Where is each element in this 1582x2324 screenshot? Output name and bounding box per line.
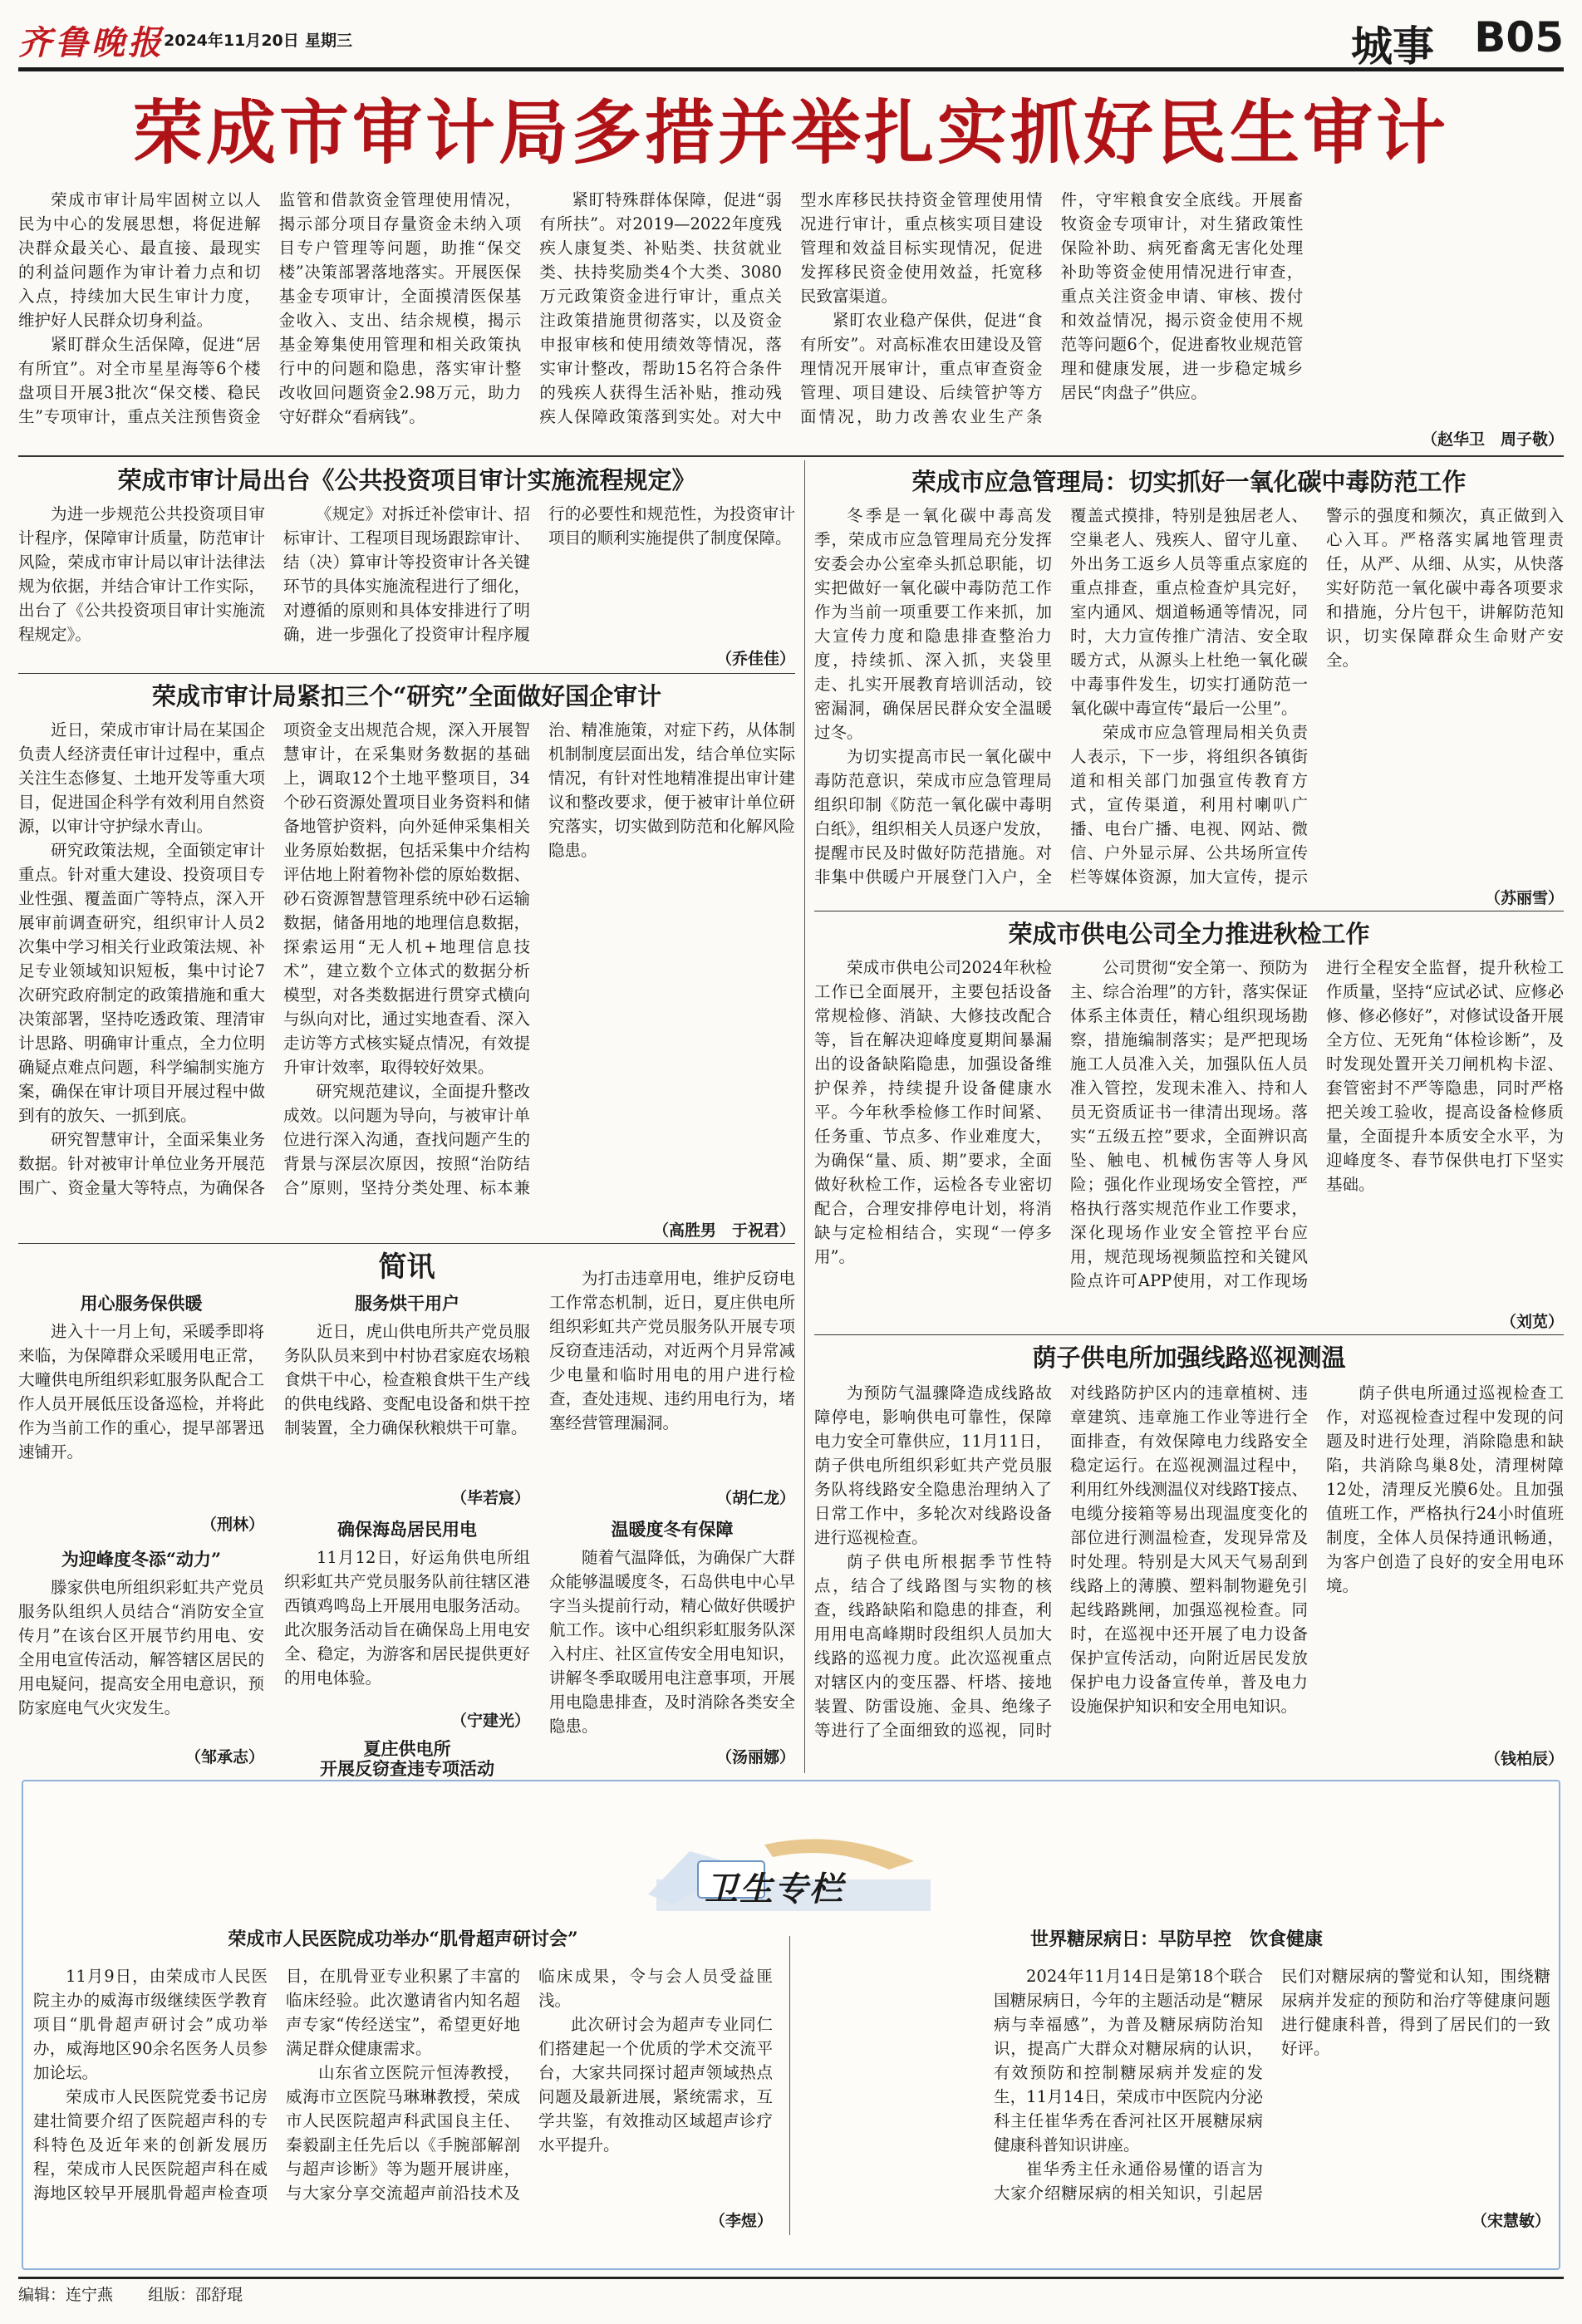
article-body-procedure	[18, 502, 795, 646]
brief-title: 服务烘干用户	[355, 1293, 459, 1314]
brief-title: 夏庄供电所	[363, 1738, 451, 1758]
patrol-paragraph: 为预防气温骤降造成线路故障停电，影响供电可靠性，保障电力安全可靠供应，11月11日，荫子供电所组织彩虹共产党员服务队将线路安全隐患治理纳入了日常工作中，多轮次对线路设备进行巡视检查。	[814, 1383, 1052, 1547]
brief-byline: （邹承志）	[184, 1748, 264, 1766]
power-paragraph: 荣成市供电公司2024年秋检工作已全面展开，主要包括设备常规检修、消缺、大修技改配合等，旨在解决迎峰度夏期间暴漏出的设备缺陷隐患，加强设备维护保养，持续提升设备健康水平。今年秋季检修工作时间紧、任务重、节点多、作业难度大，为确保“量、质、期”要求，全面做好秋检工作，运检各专业密切配合，合理安排停电计划，将消缺与定检相结合，实现“一停多用”。	[814, 958, 1052, 1266]
research-paragraph: 研究政策法规，全面锁定审计重点。针对重大建设、投资项目专业性强、覆盖面广等特点，深入开展审前调查研究，组织审计人员2次集中学习相关行业政策法规、补足专业领域知识短板，集中讨论7次研究政府制定的政策措施和重大决策部署，坚持吃透政策、理清审计思路、明确审计重点，全力位明确疑点难点问题，科学编制实施方案，确保在审计项目开展过程中做到有的放矢、一抓到底。	[18, 841, 265, 1125]
health-right-paragraph: 2024年11月14日是第18个联合国糖尿病日，今年的主题活动是“糖尿病与幸福感”，为普及糖尿病防治知识，提高广大群众对糖尿病的认识，有效预防和控制糖尿病并发症的发生，11月14日，荣成市中医院内分泌科主任崔华秀在香河社区开展糖尿病健康科普知识讲座。	[994, 1967, 1263, 2154]
procedure-byline: （乔佳佳）	[715, 650, 795, 668]
brief-title: 用心服务保供暖	[80, 1293, 203, 1314]
newspaper-logo: 齐鲁晚报	[18, 23, 165, 62]
brief-title: 温暖度冬有保障	[611, 1519, 734, 1540]
issue-weekday: 星期三	[305, 32, 353, 50]
procedure-paragraph: 为进一步规范公共投资项目审计程序，保障审计质量，防范审计风险，荣成市审计局以审计法律法规为依据，并结合审计工作实际，出台了《公共投资项目审计实施流程规定》。	[18, 504, 265, 644]
emergency-paragraph: 冬季是一氧化碳中毒高发季，荣成市应急管理局充分发挥安委会办公室牵头抓总职能，切实把做好一氧化碳中毒防范工作作为当前一项重要工作来抓，加大宣传力度和隐患排查整治力度，持续抓、深入抓，夹袋里走、扎实开展教育培训活动，铰密漏洞，确保居民群众安全温暖过冬。	[814, 506, 1052, 742]
procedure-paragraph: 《规定》对拆迁补偿审计、招标审计、工程项目现场跟踪审计、结（决）算审计等投资审计各关键环节的具体实施流程进行了细化，对遵循的原则和具体安排进行了明确，进一步强化了投资审计程序履行的必要性和规范性，为投资审计项目的顺利实施提供了制度保障。	[283, 504, 795, 644]
footer	[18, 2277, 1564, 2310]
power-paragraph: 公司贯彻“安全第一、预防为主、综合治理”的方针，落实保证体系主体责任，精心组织现场勘察，措施编制落实；是严把现场施工人员准入关，加强队伍人员准入管控，发现未准入、持和人员无资质证书一律清出现场。落实“五级五控”要求，全面辨识高坠、触电、机械伤害等人身风险；强化作业现场安全管控，严格执行落实规范作业工作要求，深化现场作业安全管控平台应用，规范现场视频监控和关键风险点许可APP使用，对工作现场进行全程安全监督，提升秋检工作质量，坚持“应试必试、应修必修、修必修好”，对修试设备开展全方位、无死角“体检诊断”，及时发现处置开关刀闸机构卡涩、套管密封不严等隐患，同时严格把关竣工验收，提高设备检修质量，全面提升本质安全水平，为迎峰度冬、春节保供电打下坚实基础。	[1070, 958, 1564, 1290]
article-title-patrol: 荫子供电所加强线路巡视测温	[1032, 1344, 1346, 1372]
emergency-byline: （苏丽雪）	[1484, 889, 1564, 907]
lead-paragraph: 荣成市审计局牢固树立以人民为中心的发展思想，将促进解决群众最关心、最直接、最现实的利益问题作为审计着力点和切入点，持续加大民生审计力度，维护好人民群众切身利益。	[18, 190, 261, 330]
brief-byline: （胡仁龙）	[715, 1489, 795, 1507]
health-byline-left: （李煜）	[709, 2212, 773, 2230]
research-paragraph: 研究规范建议，全面提升整改成效。以问题为导向，与被审计单位进行深入沟通，查找问题产生的背景与深层次原因，按照“治防结合”原则，坚持分类处理、标本兼治、精准施策，对症下药，从体制机制制度层面出发，结合单位实际情况，有针对性地精准提出审计建议和整改要求，便于被审计单位研究落实，切实做到防范和化解风险隐患。	[283, 720, 795, 1197]
brief-byline: （宁建光）	[450, 1712, 530, 1730]
article-title-emergency: 荣成市应急管理局：切实抓好一氧化碳中毒防范工作	[911, 468, 1467, 496]
section-name: 城事	[1351, 22, 1434, 71]
health-right-paragraph: 崔华秀主任永通俗易懂的语言为大家介绍糖尿病的相关知识，引起居民们对糖尿病的警觉和认知，围绕糖尿病并发症的预防和治疗等健康问题进行健康科普，得到了居民们的一致好评。	[994, 1967, 1550, 2203]
brief-body: 11月12日，好运角供电所组织彩虹共产党员服务队前往辖区港西镇鸡鸣岛上开展用电服务活动。此次服务活动旨在确保岛上用电安全、稳定，为游客和居民提供更好的用电体验。	[284, 1548, 530, 1688]
main-headline: 荣成市审计局多措并举扎实抓好民生审计	[132, 91, 1449, 174]
health-divider	[789, 1936, 790, 2235]
banner-title: 卫生专栏	[705, 1870, 844, 1909]
article-body-research	[18, 718, 795, 1218]
health-column-banner	[640, 1828, 939, 1919]
health-left-paragraph: 山东省立医院亓恒涛教授，威海市立医院马琳琳教授，荣成市人民医院超声科武国良主任、秦毅副主任先后以《手腕部解剖与超声诊断》等为题开展讲座，与大家分享交流超声前沿技术及临床成果，令与会人员受益匪浅。	[286, 1967, 773, 2203]
lead-paragraph: 紧盯群众生活保障，促进“居有所宜”。对全市星星海等6个楼盘项目开展3批次“保交楼、稳民生”专项审计，重点关注预售资金监管和借款资金管理使用情况，揭示部分项目存量资金未纳入项目专户管理等问题，助推“保交楼”决策部署落地落实。开展医保基金专项审计，全面摸清医保基金收入、支出、结余规模，揭示基金筹集使用管理和相关政策执行中的问题和隐患，落实审计整改收回问题资金2.98万元，助力守好群众“看病钱”。	[18, 190, 522, 426]
article-body-patrol	[814, 1381, 1564, 1747]
health-left-paragraph: 11月9日，由荣成市人民医院主办的威海市级继续医学教育项目“肌骨超声研讨会”成功举办，威海地区90余名医务人员参加论坛。	[33, 1967, 268, 2082]
designer-credit: 组版：邵舒琨	[148, 2286, 243, 2304]
lead-paragraph: 紧盯特殊群体保障，促进“弱有所扶”。对2019—2022年度残疾人康复类、补贴类、扶贫就业类、扶持奖励类4个大类、3080万元政策资金进行审计，重点关注政策措施贯彻落实，以及资金申报审核和使用绩效等情况，落实审计整改，帮助15名符合条件的残疾人获得生活补贴，推动残疾人保障政策落到实处。对大中型水库移民扶持资金管理使用情况进行审计，重点核实项目建设管理和效益目标实现情况，促进发挥移民资金使用效益，托宽移民致富渠道。	[539, 190, 1043, 426]
patrol-paragraph: 荫子供电所通过巡视检查工作，对巡视检查过程中发现的问题及时进行处理，消除隐患和缺陷，共消除鸟巢8处，清理树障12处，清理反光膜6处。且加强值班工作，严格执行24小时值班制度，全体人员保持通讯畅通，为客户创造了良好的安全用电环境。	[1326, 1383, 1564, 1595]
briefs-heading: 简讯	[378, 1250, 435, 1284]
brief-title: 确保海岛居民用电	[337, 1519, 477, 1540]
brief-body: 为打击违章用电，维护反窃电工作常态机制，近日，夏庄供电所组织彩虹共产党员服务队开展专项反窃查违活动，对近两个月异常减少电量和临时用电的用户进行检查，查处违规、违约用电行为，堵塞经营管理漏洞。	[549, 1269, 795, 1432]
health-left-paragraph: 荣成市人民医院党委书记房建壮简要介绍了医院超声科的专科特色及近年来的创新发展历程，荣成市人民医院超声科在威海地区较早开展肌骨超声检查项目，在肌骨亚专业积累了丰富的临床经验。此次邀请省内知名超声专家“传经送宝”，希望更好地满足群众健康需求。	[33, 1967, 520, 2203]
issue-date: 2024年11月20日	[164, 32, 299, 50]
divider	[18, 673, 795, 674]
page-number: B05	[1474, 13, 1564, 61]
health-left-paragraph: 此次研讨会为超声专业同仁们搭建起一个优质的学术交流平台，大家共同探讨超声领域热点问题及最新进展，紧统需求，互学共鉴，有效推动区域超声诊疗水平提升。	[538, 2015, 773, 2154]
health-body-left	[33, 1964, 773, 2205]
emergency-paragraph: 荣成市应急管理局相关负责人表示，下一步，将组织各镇街道和相关部门加强宣传教育方式，宣传渠道，利用村喇叭广播、电台广播、电视、网站、微信、户外显示屏、公共场所宣传栏等媒体资源，加大宣传，提示警示的强度和频次，真正做到入心入耳。严格落实属地管理责任，从严、从细、从实，从快落实好防范一氧化碳中毒各项要求和措施，分片包干，讲解防范知识，切实保障群众生命财产安全。	[1070, 506, 1564, 887]
brief-byline: （毕若宸）	[450, 1489, 530, 1507]
research-paragraph: 近日，荣成市审计局在某国企负责人经济责任审计过程中，重点关注生态修复、土地开发等重大项目，促进国企科学有效利用自然资源，以审计守护绿水青山。	[18, 720, 265, 836]
emergency-paragraph: 为切实提高市民一氧化碳中毒防范意识，荣成市应急管理局组织印制《防范一氧化碳中毒明白纸》，组织相关人员逐户发放，提醒市民及时做好防范措施。对非集中供暖户开展登门入户，全覆盖式摸排，特别是独居老人、空巢老人、残疾人、留守儿童、外出务工返乡人员等重点家庭的重点排查，重点检查炉具完好，室内通风、烟道畅通等情况，同时，大力宣传推广清洁、安全取暖方式，从源头上杜绝一氧化碳中毒事件发生，切实打通防范一氧化碳中毒宣传“最后一公里”。	[814, 506, 1308, 887]
power-byline: （刘苋）	[1500, 1313, 1564, 1331]
brief-byline: （刑林）	[200, 1516, 264, 1534]
article-body-emergency	[814, 504, 1564, 907]
lead-article-body	[18, 188, 1564, 430]
article-title-procedure: 荣成市审计局出台《公共投资项目审计实施流程规定》	[117, 466, 696, 494]
brief-title: 开展反窃查违专项活动	[320, 1758, 494, 1778]
article-body-power	[814, 956, 1564, 1311]
research-paragraph: 研究智慧审计，全面采集业务数据。针对被审计单位业务开展范围广、资金量大等特点，为确保各项资金支出规范合规，深入开展智慧审计，在采集财务数据的基础上，调取12个土地平整项目，34个砂石资源处置项目业务资料和储备地管护资料，向外延伸采集相关业务原始数据，包括采集中介结构评估地上附着物补偿的原始数据、砂石资源智慧管理系统中砂石运输数据，储备用地的地理信息数据，探索运用“无人机+地理信息技术”，建立数个立体式的数据分析模型，对各类数据进行贯穿式横向与纵向对比，通过实地查看、深入走访等方式核实疑点情况，有效提升审计效率，取得较好效果。	[18, 720, 530, 1197]
lead-byline: （赵华卫 周子敬）	[1421, 430, 1564, 449]
health-byline-right: （宋慧敏）	[1471, 2212, 1550, 2230]
health-body-right	[994, 1964, 1550, 2205]
brief-body: 进入十一月上旬，采暖季即将来临，为保障群众采暖用电正常，大疃供电所组织彩虹服务队配合工作人员开展低压设备巡检，并将此作为当前工作的重心，提早部署迅速铺开。	[18, 1322, 264, 1462]
brief-body: 滕家供电所组织彩虹共产党员服务队组织人员结合“消防安全宣传月”在该台区开展节约用电、安全用电宣传活动，解答辖区居民的用电疑问，提高安全用电意识，预防家庭电气火灾发生。	[18, 1578, 264, 1717]
editor-credit: 编辑：连宁燕	[18, 2286, 114, 2304]
masthead	[18, 8, 1564, 71]
column-divider	[804, 460, 805, 1773]
brief-body: 随着气温降低，为确保广大群众能够温暖度冬，石岛供电中心早字当头提前行动，精心做好供暖护航工作。该中心组织彩虹服务队深入村庄、社区宣传安全用电知识，讲解冬季取暖用电注意事项，开展用电隐患排查，及时消除各类安全隐患。	[549, 1548, 795, 1736]
divider	[814, 1334, 1564, 1335]
patrol-byline: （钱柏辰）	[1484, 1750, 1564, 1768]
brief-title: 为迎峰度冬添“动力”	[61, 1549, 222, 1570]
research-byline: （高胜男 于祝君）	[652, 1221, 795, 1240]
divider	[18, 455, 1564, 457]
article-title-research: 荣成市审计局紧扣三个“研究”全面做好国企审计	[151, 682, 662, 710]
health-title-right: 世界糖尿病日：早防早控 饮食健康	[1029, 1928, 1323, 1950]
brief-body: 近日，虎山供电所共产党员服务队队员来到中村协君家庭农场粮食烘干中心，检查粮食烘干生产线的供电线路、变配电设备和烘干控制装置，全力确保秋粮烘干可靠。	[284, 1322, 530, 1437]
patrol-paragraph: 荫子供电所根据季节性特点，结合了线路图与实物的核查，线路缺陷和隐患的排查，利用用电高峰期时段组织人员加大线路的巡视力度。此次巡视重点对辖区内的变压器、杆塔、接地装置、防雷设施、金具、绝缘子等进行了全面细致的巡视，同时对线路防护区内的违章植树、违章建筑、违章施工作业等进行全面排查，有效保障电力线路安全稳定运行。在巡视测温过程中，利用红外线测温仪对线路T接点、电缆分接箱等易出现温度变化的部位进行测温检查，发现异常及时处理。特别是大风天气易刮到线路上的薄膜、塑料制物避免引起线路跳闸，加强巡视检查。同时，在巡视中还开展了电力设备保护宣传活动，向附近居民发放保护电力设备宣传单，普及电力设施保护知识和安全用电知识。	[814, 1383, 1309, 1740]
lead-paragraph: 紧盯农业稳产保供，促进“食有所安”。对高标准农田建设及管理情况开展审计，重点审查资金管理、项目建设、后续管护等方面情况，助力改善农业生产条件，守牢粮食安全底线。开展畜牧资金专项审计，对生猪政策性保险补助、病死畜禽无害化处理补助等资金使用情况进行审查，重点关注资金申请、审核、拨付和效益情况，揭示资金使用不规范等问题6个，促进畜牧业规范管理和健康发展，进一步稳定城乡居民“肉盘子”供应。	[799, 190, 1304, 426]
brief-byline: （汤丽娜）	[715, 1748, 795, 1766]
health-title-left: 荣成市人民医院成功举办“肌骨超声研讨会”	[228, 1928, 578, 1950]
divider	[18, 1243, 795, 1244]
article-title-power: 荣成市供电公司全力推进秋检工作	[1008, 920, 1370, 948]
